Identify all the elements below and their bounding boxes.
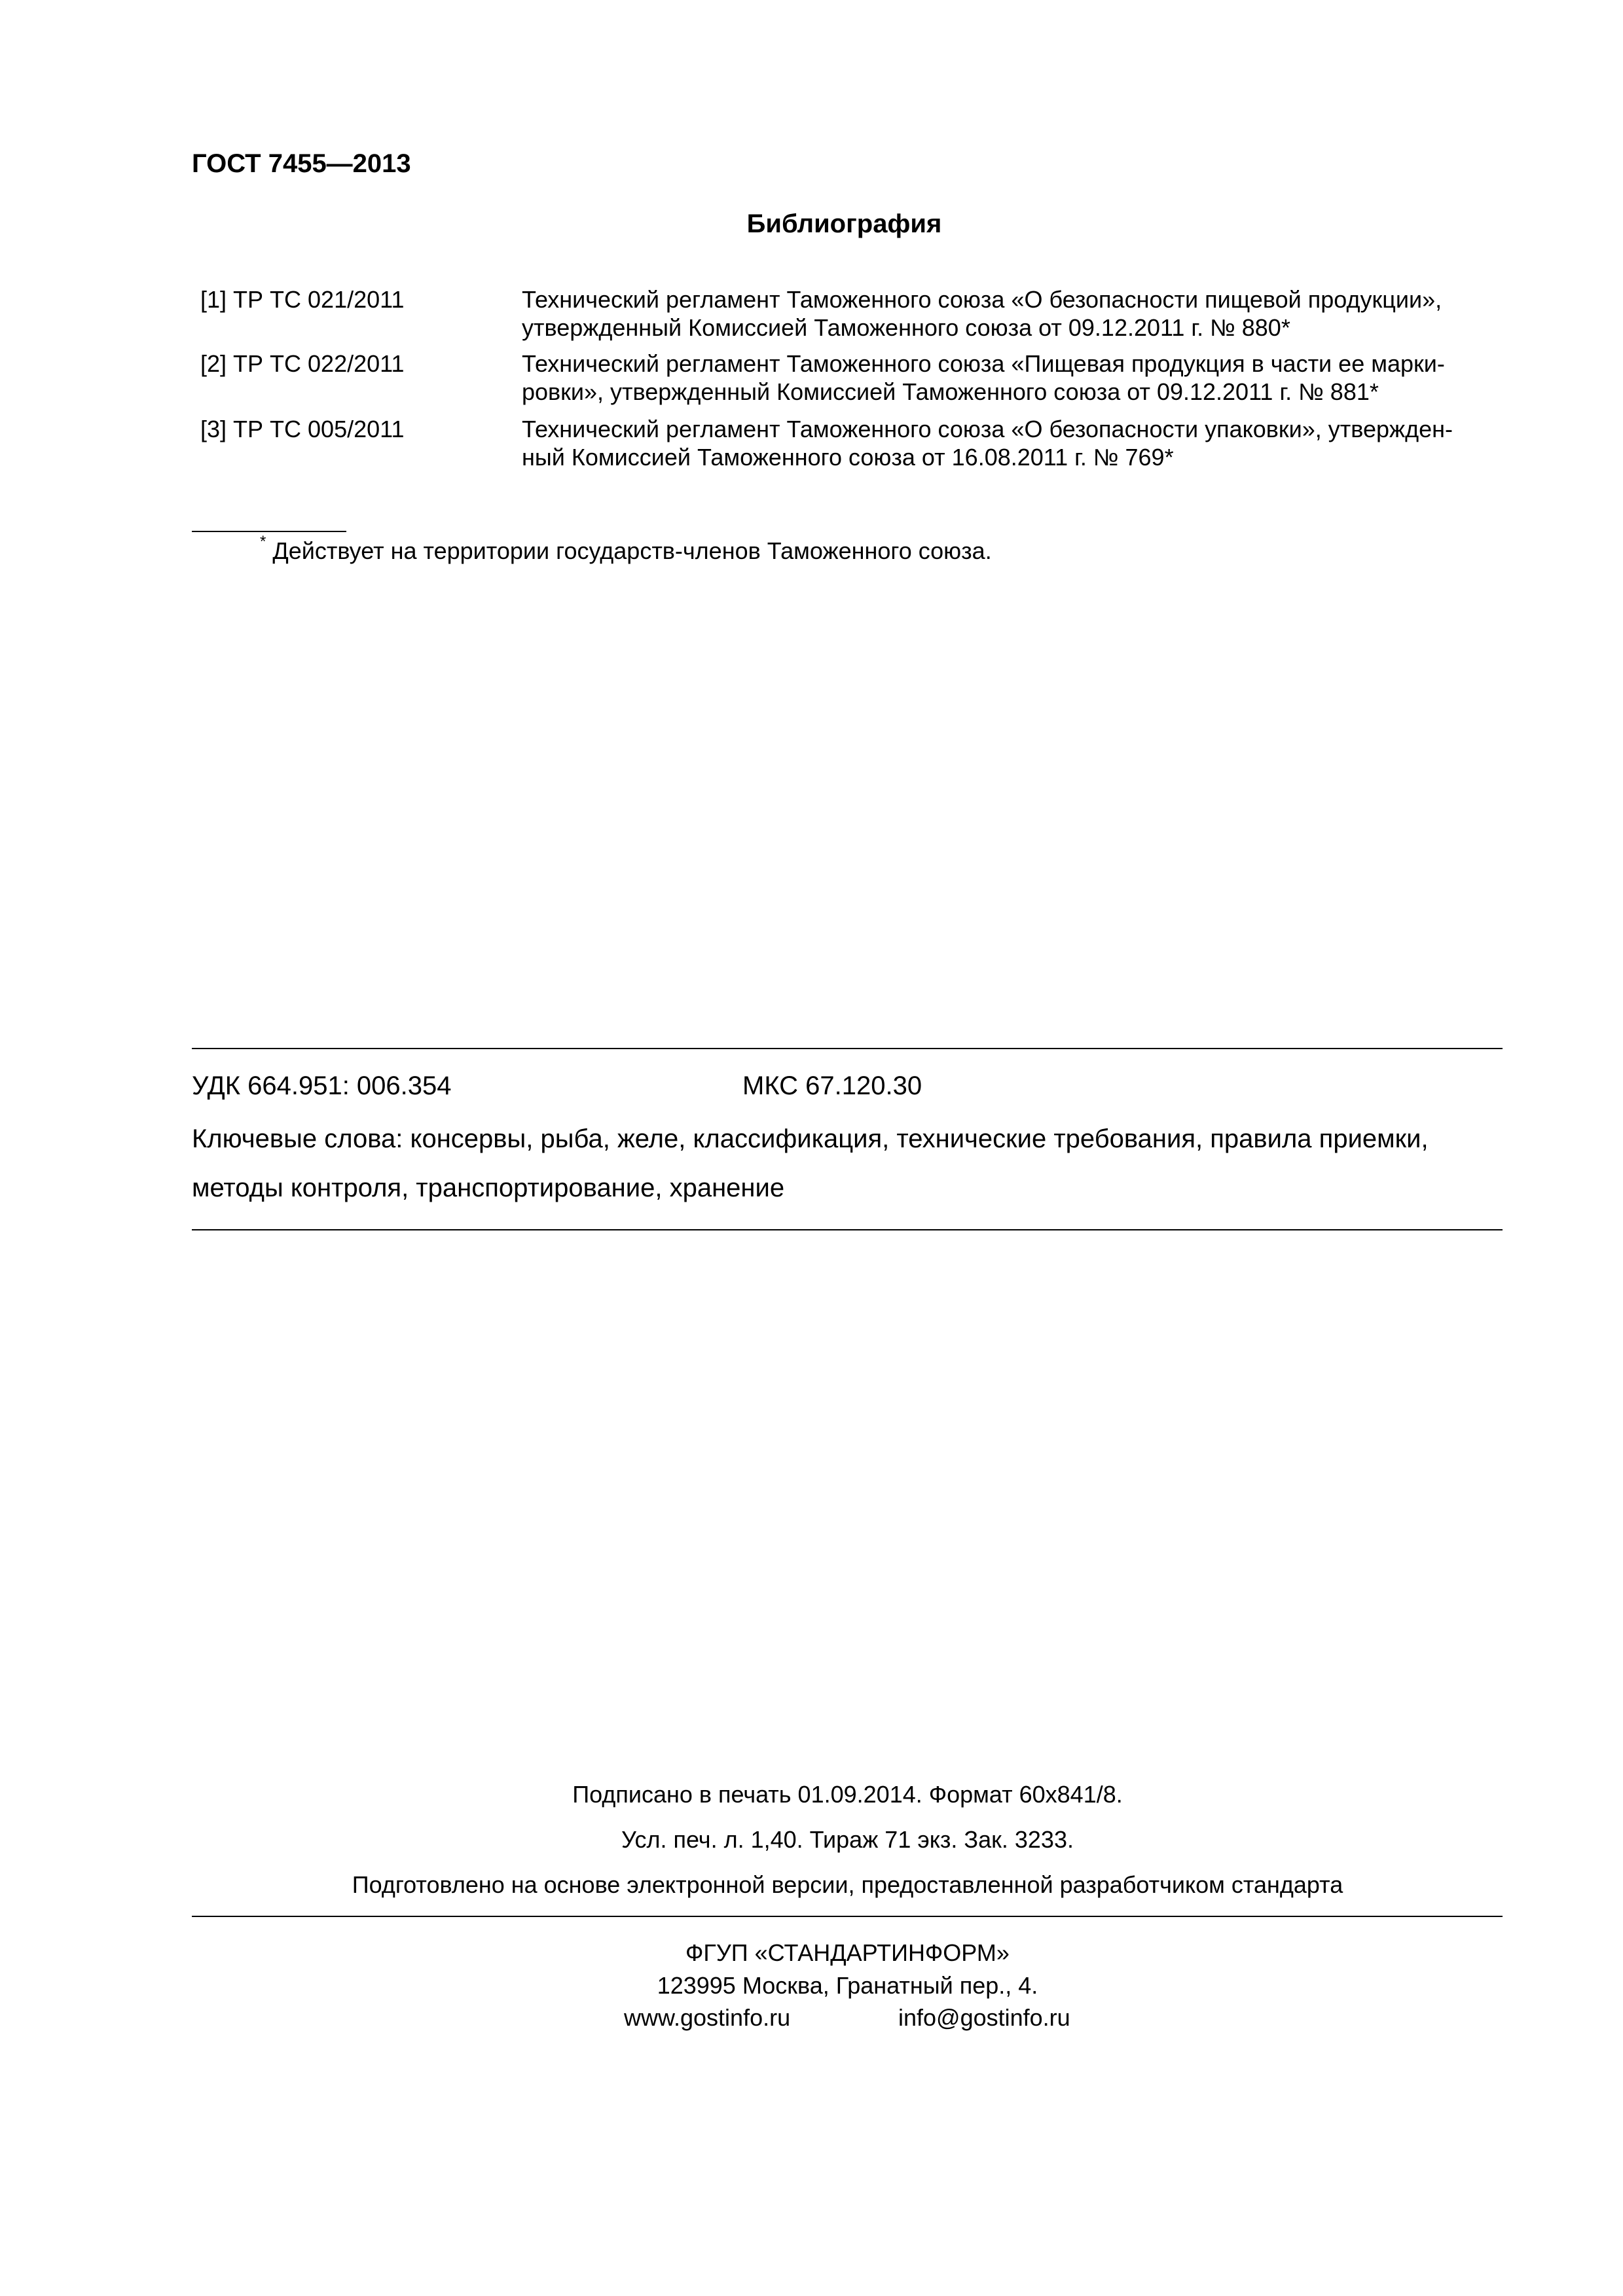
- publisher-email: info@gostinfo.ru: [898, 2004, 1070, 2031]
- bibliography-ref: [1] ТР ТС 021/2011: [200, 286, 405, 313]
- footnote-text: Действует на территории государств-членов Таможенного союза.: [272, 537, 992, 564]
- imprint-rule: [192, 1916, 1503, 1917]
- keywords-line: методы контроля, транспортирование, хранение: [192, 1174, 785, 1202]
- footnote-separator: [192, 531, 346, 532]
- keywords-line: Ключевые слова: консервы, рыба, желе, классификация, технические требования, правила приемки,: [192, 1124, 1429, 1153]
- imprint-print-info: Усл. печ. л. 1,40. Тираж 71 экз. Зак. 3233.: [621, 1826, 1074, 1853]
- imprint-signed: Подписано в печать 01.09.2014. Формат 60x841/8.: [572, 1781, 1123, 1808]
- imprint-prepared: Подготовлено на основе электронной версии, предоставленной разработчиком стандарта: [352, 1871, 1343, 1898]
- publisher-address: 123995 Москва, Гранатный пер., 4.: [657, 1972, 1038, 1999]
- bibliography-title: Библиография: [746, 209, 942, 238]
- footnote-mark: *: [260, 533, 266, 550]
- mks-code: МКС 67.120.30: [742, 1071, 922, 1100]
- bibliography-text-line: Технический регламент Таможенного союза «Пищевая продукция в части ее марки-: [522, 350, 1445, 377]
- bibliography-text-line: утвержденный Комиссией Таможенного союза от 09.12.2011 г. № 880*: [522, 314, 1290, 341]
- bibliography-text-line: ровки», утвержденный Комиссией Таможенного союза от 09.12.2011 г. № 881*: [522, 378, 1379, 405]
- classification-bottom-rule: [192, 1229, 1503, 1230]
- publisher-website: www.gostinfo.ru: [624, 2004, 791, 2031]
- classification-top-rule: [192, 1048, 1503, 1049]
- document-code: ГОСТ 7455—2013: [192, 149, 411, 178]
- bibliography-ref: [3] ТР ТС 005/2011: [200, 416, 405, 442]
- bibliography-text: [522, 285, 1491, 342]
- bibliography-text-line: Технический регламент Таможенного союза «О безопасности пищевой продукции»,: [522, 286, 1442, 313]
- bibliography-text: [522, 415, 1491, 471]
- footnote: [260, 533, 992, 565]
- bibliography-text-line: ный Комиссией Таможенного союза от 16.08.2011 г. № 769*: [522, 444, 1174, 471]
- bibliography-text: [522, 350, 1491, 406]
- bibliography-ref: [2] ТР ТС 022/2011: [200, 350, 405, 377]
- keywords: [192, 1115, 1503, 1213]
- bibliography-text-line: Технический регламент Таможенного союза «О безопасности упаковки», утвержден-: [522, 416, 1453, 442]
- udk-code: УДК 664.951: 006.354: [192, 1071, 452, 1100]
- publisher-name: ФГУП «СТАНДАРТИНФОРМ»: [685, 1939, 1010, 1966]
